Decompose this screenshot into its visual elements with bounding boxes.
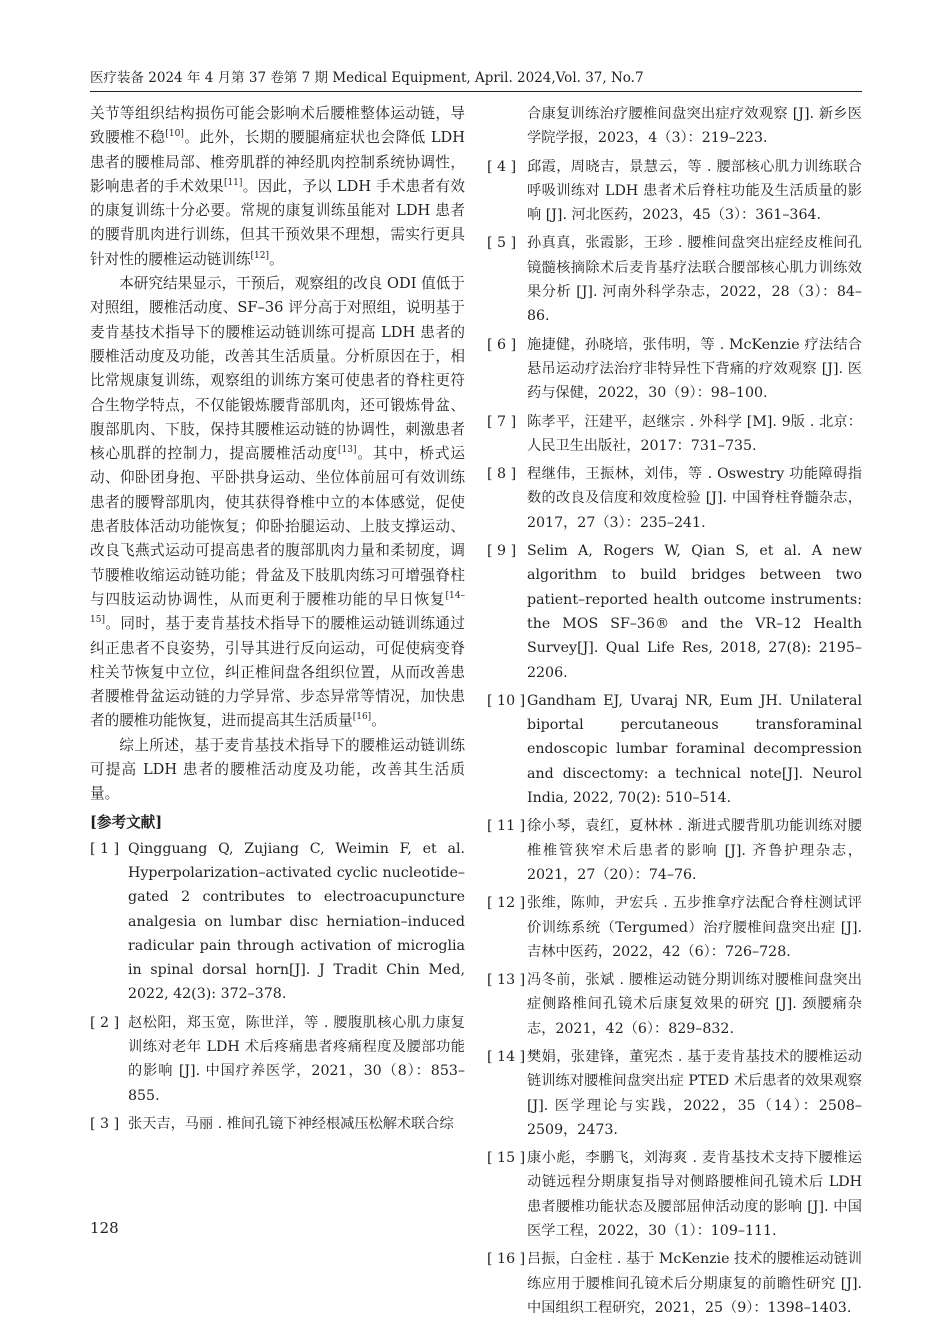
left-column xyxy=(90,102,465,1140)
reference-item: [ 7 ] 陈孝平，汪建平，赵继宗 . 外科学 [M]. 9版 . 北京：人民卫生出版社，2017：731–735. xyxy=(487,413,862,454)
page-number: 128 xyxy=(90,1219,119,1237)
reference-item: [ 15 ] 康小彪，李鹏飞，刘海爽 . 麦肯基技术支持下腰椎运动链远程分期康复指导对侧路腰椎间孔镜术后 LDH 患者腰椎功能状态及腰部屈伸活动度的影响 [J]. 中国医学工程，2022，30（1）：109–111. xyxy=(487,1150,862,1240)
reference-item: [ 1 ] Qingguang Q, Zujiang C, Weimin F, et al. Hyperpolarization–activated cyclic nucleotide–gated 2 contributes to electroacupuncture analgesia on lumbar disc herniation–induced radicular pain through activation of microglia in spinal dorsal horn[J]. J Tradit Chin Med, 2022, 42(3): 372–378. xyxy=(90,840,465,1003)
citation-13[interactable]: [13] xyxy=(338,445,357,456)
body-paragraph-1: 关节等组织结构损伤可能会影响术后腰椎整体运动链，导致腰椎不稳[10]。此外，长期的腰腿痛症状也会降低 LDH 患者的腰椎局部、椎旁肌群的神经肌肉控制系统协调性，影响患者的手术效果[11]。因此，予以 LDH 手术患者有效的康复训练十分必要。常规的康复训练虽能对 LDH 患者的腰背肌肉进行训练，但其干预效果不理想，需实行更具针对性的腰椎运动链训练[12]。 xyxy=(90,105,465,268)
references-heading: [参考文献] xyxy=(90,813,163,831)
running-head: 医疗装备 2024 年 4 月第 37 卷第 7 期 Medical Equipment, April. 2024,Vol. 37, No.7 xyxy=(90,70,644,86)
reference-item: [ 14 ] 樊娟，张建锋，董宪杰 . 基于麦肯基技术的腰椎运动链训练对腰椎间盘突出症 PTED 术后患者的效果观察 [J]. 医学理论与实践，2022，35（14）：2508–2509，2473. xyxy=(487,1048,862,1138)
reference-item: [ 12 ] 张维，陈帅，尹宏兵 . 五步推拿疗法配合脊柱测试评价训练系统（Tergumed）治疗腰椎间盘突出症 [J]. 吉林中医药，2022，42（6）：726–728. xyxy=(487,895,862,960)
reference-item: [ 5 ] 孙真真，张霞影，王珍 . 腰椎间盘突出症经皮椎间孔镜髓核摘除术后麦肯基疗法联合腰部核心肌力训练效果分析 [J]. 河南外科学杂志，2022，28（3）：84–86. xyxy=(487,235,862,325)
citation-14-15[interactable]: [14–15] xyxy=(90,591,465,626)
reference-item: [ 9 ] Selim A, Rogers W, Qian S, et al. A new algorithm to build bridges between two patient–reported health outcome instruments: the MOS SF–36® and the VR–12 Health Survey[J]. Qual Life Res, 2018, 27(8): 2195–2206. xyxy=(487,543,862,681)
reference-item: [ 4 ] 邱霞，周晓吉，景慧云，等 . 腰部核心肌力训练联合呼吸训练对 LDH 患者术后脊柱功能及生活质量的影响 [J]. 河北医药，2023，45（3）：361–364. xyxy=(487,158,862,224)
reference-item: [ 8 ] 程继伟，王振林，刘伟，等 . Oswestry 功能障碍指数的改良及信度和效度检验 [J]. 中国脊柱脊髓杂志，2017，27（3）：235–241. xyxy=(487,466,862,531)
reference-item: [ 11 ] 徐小琴，袁红，夏林林 . 渐进式腰背肌功能训练对腰椎椎管狭窄术后患者的影响 [J]. 齐鲁护理杂志，2021，27（20）：74–76. xyxy=(487,818,862,883)
citation-11[interactable]: [11] xyxy=(223,178,243,189)
reference-item: [ 6 ] 施捷健，孙晓培，张伟明，等 . McKenzie 疗法结合悬吊运动疗法治疗非特异性下背痛的疗效观察 [J]. 医药与保健，2022，30（9）：98–100. xyxy=(487,336,862,402)
reference-item: [ 10 ] Gandham EJ, Uvaraj NR, Eum JH. Unilateral biportal percutaneous transforaminal endoscopic lumbar foraminal decompression and discectomy: a technical note[J]. Neurol India, 2022, 70(2): 510–514. xyxy=(487,692,862,807)
reference-item: [ 16 ] 吕振，白金柱 . 基于 McKenzie 技术的腰椎运动链训练应用于腰椎间孔镜术后分期康复的前瞻性研究 [J]. 中国组织工程研究，2021，25（9）：1398–1403. xyxy=(487,1251,862,1316)
reference-continuation: 合康复训练治疗腰椎间盘突出症疗效观察 [J]. 新乡医学院学报，2023，4（3）：219–223. xyxy=(527,106,862,147)
reference-item: [ 3 ] 张天吉，马丽 . 椎间孔镜下神经根减压松解术联合综 xyxy=(90,1115,454,1132)
body-paragraph-conclusion: 综上所述，基于麦肯基技术指导下的腰椎运动链训练可提高 LDH 患者的腰椎活动度及功能，改善其生活质量。 xyxy=(90,736,465,803)
reference-item: [ 2 ] 赵松阳，郑玉宽，陈世洋，等 . 腰腹肌核心肌力康复训练对老年 LDH 术后疼痛患者疼痛程度及腰部功能的影响 [J]. 中国疗养医学，2021，30（8）：853–855. xyxy=(90,1014,465,1104)
citation-16[interactable]: [16] xyxy=(352,712,372,723)
citation-10[interactable]: [10] xyxy=(165,129,184,140)
citation-12[interactable]: [12] xyxy=(250,250,270,261)
body-paragraph-2: 本研究结果显示，干预后，观察组的改良 ODI 值低于对照组，腰椎活动度、SF–36 评分高于对照组，说明基于麦肯基技术指导下的腰椎运动链训练可提高 LDH 患者的腰椎活动度及功能，改善其生活质量。分析原因在于，相比常规康复训练，观察组的训练方案可使患者的脊柱更符合生物学特点，不仅能锻炼腰背部肌肉，还可锻炼骨盆、腹部肌肉、下肢，保持其腰椎运动链的协调性，刺激患者核心肌群的控制力，提高腰椎活动度[13]。其中，桥式运动、仰卧团身抱、平卧拱身运动、坐位体前屈可有效训练患者的腰臀部肌肉，使其获得脊椎中立的本体感觉，促使患者肢体活动功能恢复；仰卧抬腿运动、上肢支撑运动、改良飞燕式运动可提高患者的腹部肌肉力量和柔韧度，调节腰椎收缩运动链功能；骨盆及下肢肌肉练习可增强脊柱与四肢运动协调性，从而更利于腰椎功能的早日恢复[14–15]。同时，基于麦肯基技术指导下的腰椎运动链训练通过纠正患者不良姿势，引导其进行反向运动，可促使病变脊柱关节恢复中立位，纠正椎间盘各组织位置，从而改善患者腰椎骨盆运动链的力学异常、步态异常等情况，加快患者的腰椎功能恢复，进而提高其生活质量[16]。 xyxy=(90,275,465,730)
header-divider xyxy=(90,91,862,92)
reference-item: [ 13 ] 冯冬前，张斌 . 腰椎运动链分期训练对腰椎间盘突出症侧路椎间孔镜术后康复效果的研究 [J]. 颈腰痛杂志，2021，42（6）：829–832. xyxy=(487,972,862,1037)
right-column xyxy=(487,102,862,1324)
